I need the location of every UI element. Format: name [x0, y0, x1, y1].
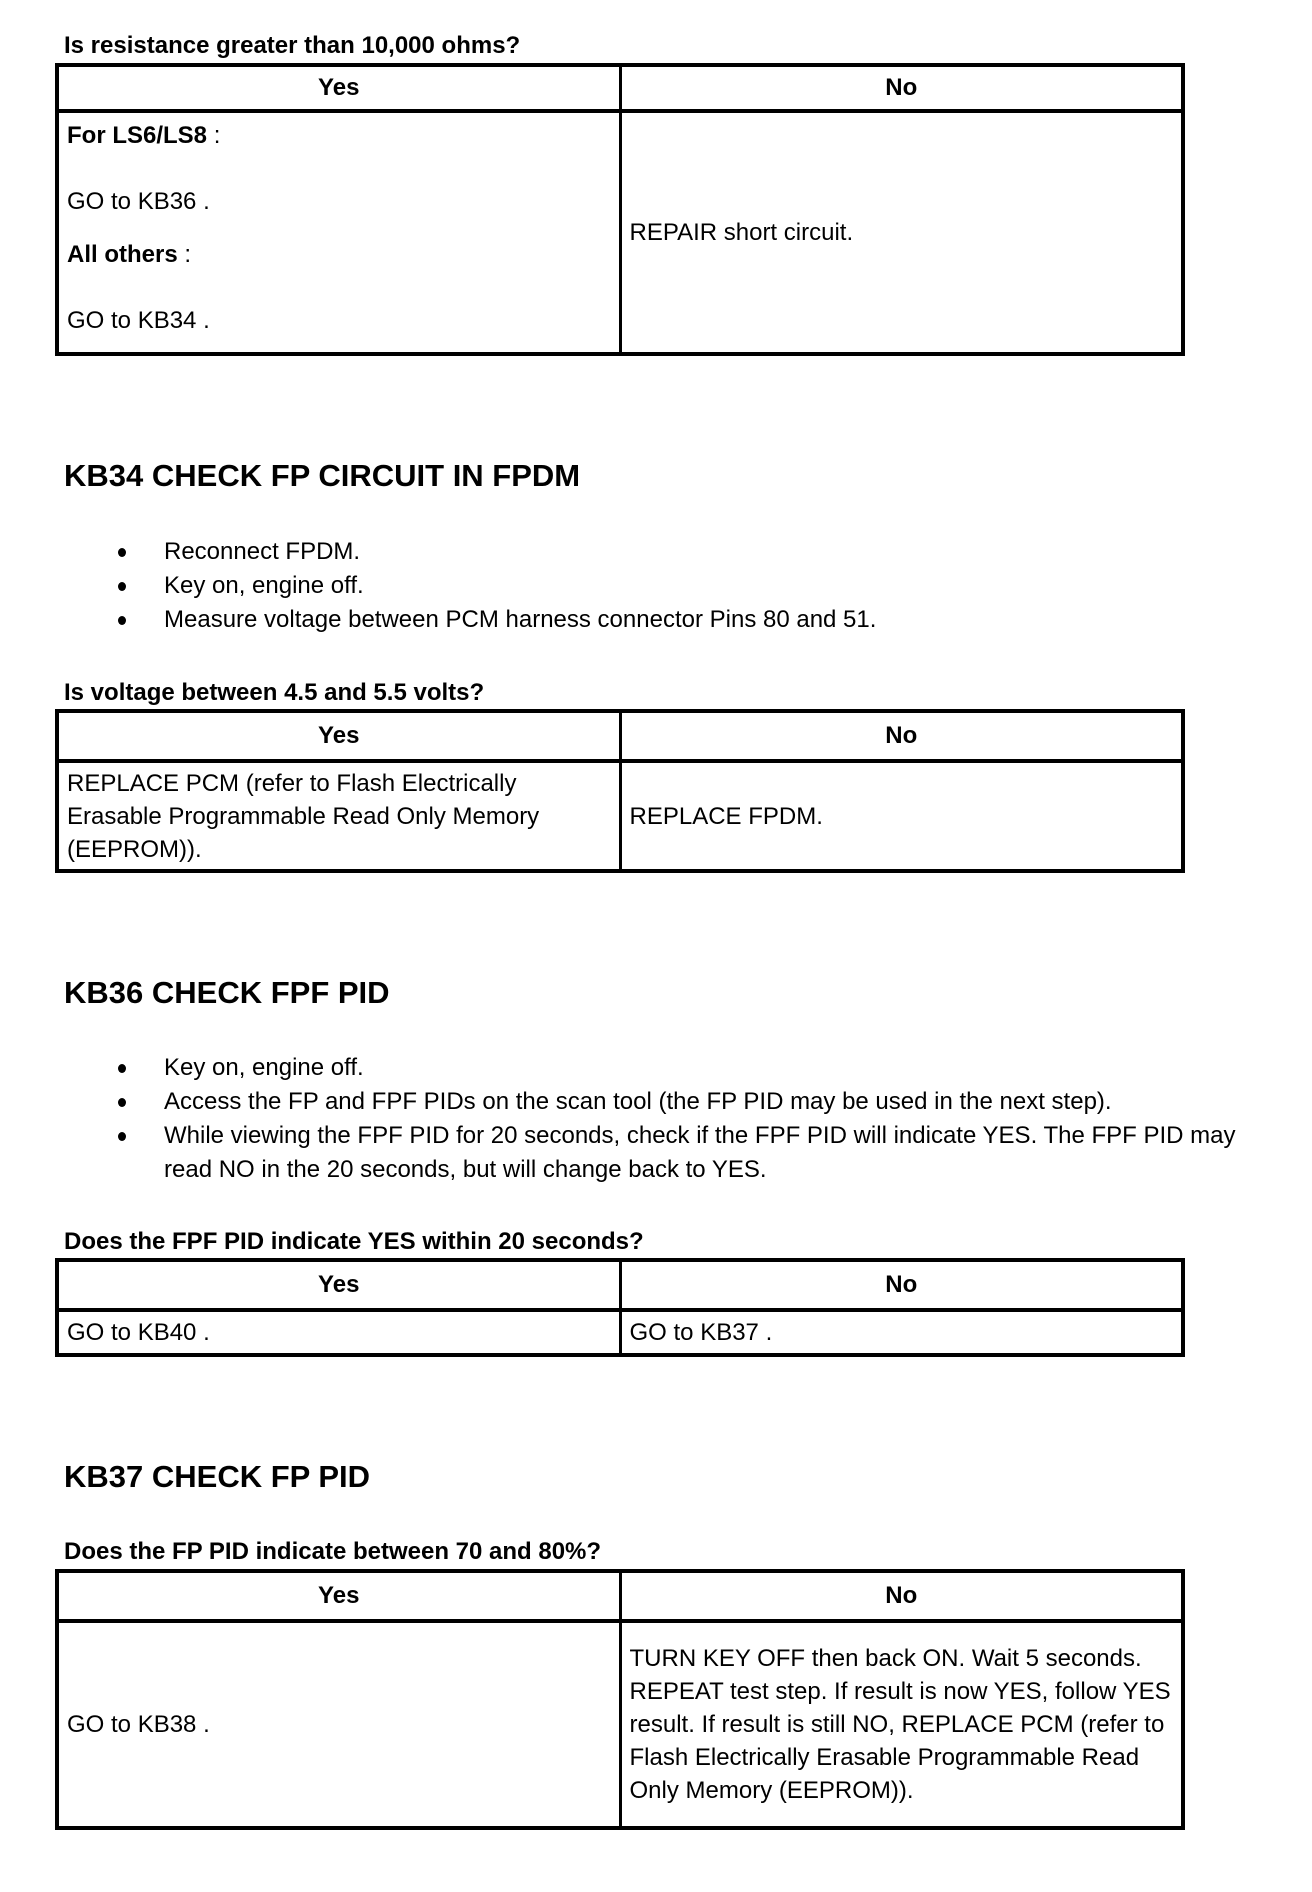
kb37-heading: KB37 CHECK FP PID	[64, 1459, 371, 1494]
yes-header: Yes	[57, 1260, 620, 1310]
no-cell: TURN KEY OFF then back ON. Wait 5 seconds. REPEAT test step. If result is now YES, follow YES result. If result is still NO, REPLACE PCM (refer to Flash Electrically Erasable Programmable Read Only Memory (EEPROM)).	[629, 1645, 1171, 1804]
yes-cell	[57, 111, 620, 354]
question-fp-pid: Does the FP PID indicate between 70 and 80%?	[64, 1538, 602, 1565]
goto-kb34: GO to KB34 .	[67, 307, 210, 334]
question-voltage: Is voltage between 4.5 and 5.5 volts?	[64, 679, 485, 706]
step: Key on, engine off.	[118, 1051, 1268, 1085]
yes-header: Yes	[57, 65, 620, 111]
all-others-label: All others	[67, 241, 178, 268]
result-table-fpf-pid	[55, 1258, 1185, 1357]
colon: :	[177, 241, 192, 268]
no-cell: REPLACE FPDM.	[629, 802, 823, 830]
yes-cell: GO to KB38 .	[57, 1621, 620, 1828]
kb36-steps	[118, 1051, 1268, 1187]
step: While viewing the FPF PID for 20 seconds, check if the FPF PID will indicate YES. The FPF PID may read NO in the 20 seconds, but will change back to YES.	[118, 1119, 1268, 1187]
yes-cell: REPLACE PCM (refer to Flash Electrically Erasable Programmable Read Only Memory (EEPROM)).	[57, 761, 620, 871]
no-header: No	[620, 1571, 1183, 1621]
kb34-steps	[118, 535, 1268, 637]
question-fpf-pid: Does the FPF PID indicate YES within 20 seconds?	[64, 1228, 644, 1255]
no-header: No	[620, 1260, 1183, 1310]
no-header: No	[620, 711, 1183, 761]
step: Access the FP and FPF PIDs on the scan tool (the FP PID may be used in the next step).	[118, 1085, 1268, 1119]
result-table-voltage	[55, 709, 1185, 873]
yes-header: Yes	[57, 711, 620, 761]
question-resistance: Is resistance greater than 10,000 ohms?	[64, 32, 521, 59]
colon: :	[207, 122, 221, 149]
yes-header: Yes	[57, 1571, 620, 1621]
kb34-heading: KB34 CHECK FP CIRCUIT IN FPDM	[64, 458, 581, 493]
step: Reconnect FPDM.	[118, 535, 1268, 569]
no-cell: REPAIR short circuit.	[629, 219, 854, 246]
step: Measure voltage between PCM harness connector Pins 80 and 51.	[118, 603, 1268, 637]
no-header: No	[620, 65, 1183, 111]
result-table-resistance	[55, 63, 1185, 356]
goto-kb36: GO to KB36 .	[67, 188, 210, 215]
no-cell: GO to KB37 .	[629, 1319, 773, 1346]
result-table-fp-pid	[55, 1569, 1185, 1830]
kb36-heading: KB36 CHECK FPF PID	[64, 975, 390, 1010]
ls6-label: For LS6/LS8	[67, 122, 208, 149]
step: Key on, engine off.	[118, 569, 1268, 603]
yes-cell: GO to KB40 .	[57, 1310, 620, 1355]
